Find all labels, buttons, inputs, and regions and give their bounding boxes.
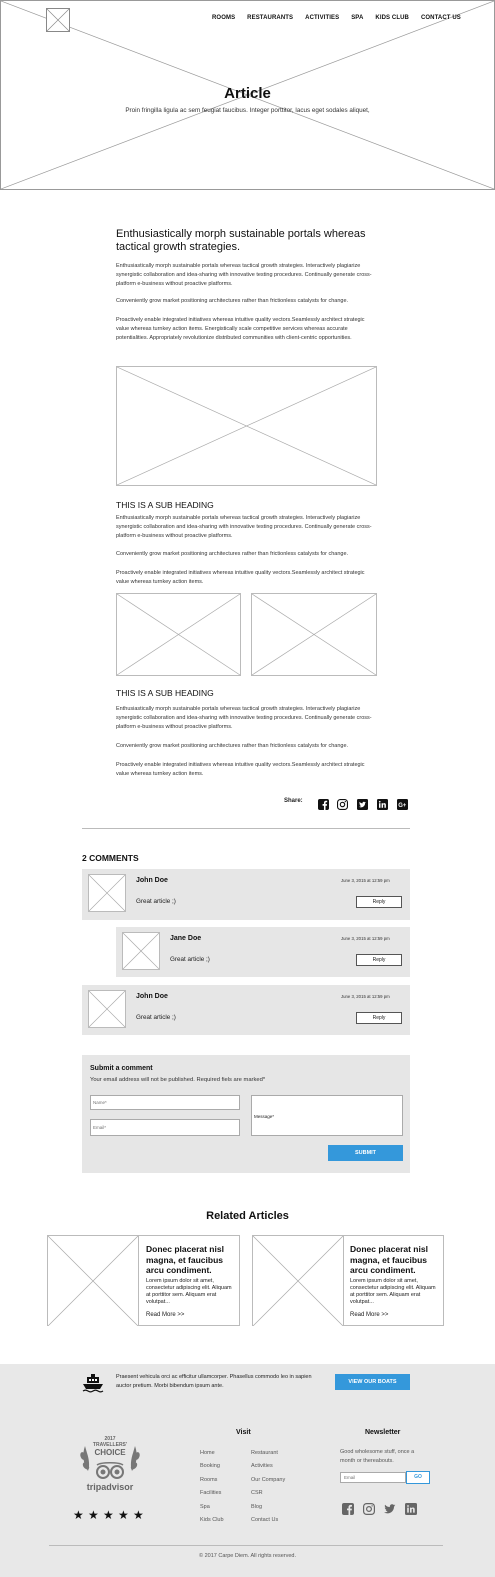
comment-text: Great article ;) bbox=[136, 1014, 176, 1021]
article-paragraph: Conveniently grow market positioning architectures rather than frictionless catalysts for change. bbox=[116, 298, 349, 304]
star-icon: ★ bbox=[133, 1508, 144, 1522]
comment-form bbox=[82, 1055, 410, 1173]
comment-author: Jane Doe bbox=[170, 935, 202, 942]
read-more-link[interactable]: Read More >> bbox=[146, 1312, 185, 1318]
copyright: © 2017 Carpe Diem. All rights reserved. bbox=[199, 1553, 296, 1559]
related-card[interactable] bbox=[252, 1235, 444, 1326]
footer-link-home[interactable]: Home bbox=[200, 1450, 215, 1456]
facebook-icon[interactable] bbox=[342, 1502, 354, 1514]
gallery-image-placeholder bbox=[251, 593, 377, 676]
comment-author: John Doe bbox=[136, 993, 168, 1000]
reply-button[interactable]: Reply bbox=[356, 954, 402, 966]
newsletter-text: Good wholesome stuff, once a month or thereabouts. bbox=[340, 1449, 415, 1464]
card-title: Donec placerat nisl magna, et faucibus arcu condiment. bbox=[146, 1244, 224, 1275]
footer-divider bbox=[49, 1545, 443, 1546]
comment-text: Great article ;) bbox=[170, 956, 210, 963]
footer-link-activities[interactable]: Activities bbox=[251, 1463, 273, 1469]
facebook-icon[interactable] bbox=[318, 797, 329, 808]
avatar bbox=[88, 874, 126, 912]
submit-button[interactable]: SUBMIT bbox=[328, 1145, 403, 1161]
linkedin-icon[interactable] bbox=[377, 797, 388, 808]
article-paragraph: Enthusiastically morph sustainable portals whereas tactical growth strategies. Interactively plagiarize synergistic collaboration and idea-sharing with innovative testing procedures. Continually generate cross-platform e-business without proactive platforms. bbox=[116, 263, 372, 287]
footer-link-restaurant[interactable]: Restaurant bbox=[251, 1450, 278, 1456]
article-paragraph: Enthusiastically morph sustainable portals whereas tactical growth strategies. Interactively plagiarize synergistic collaboration and idea-sharing with innovative testing procedures. Continually generate cross-platform e-business without proactive platforms. bbox=[116, 706, 372, 730]
related-heading: Related Articles bbox=[206, 1210, 289, 1222]
share-label: Share: bbox=[284, 798, 303, 804]
divider bbox=[82, 828, 410, 829]
message-field[interactable]: Message* bbox=[251, 1095, 403, 1136]
gallery-image-placeholder bbox=[116, 593, 241, 676]
sub-heading: THIS IS A SUB HEADING bbox=[116, 688, 214, 698]
rating-stars bbox=[73, 1509, 153, 1523]
comment-card bbox=[116, 927, 410, 977]
nav-activities[interactable]: ACTIVITIES bbox=[305, 15, 340, 21]
avatar bbox=[88, 990, 126, 1028]
footer-link-blog[interactable]: Blog bbox=[251, 1504, 263, 1510]
avatar bbox=[122, 932, 160, 970]
badge-line2: CHOICE bbox=[94, 1448, 126, 1457]
card-title: Donec placerat nisl magna, et faucibus arcu condiment. bbox=[350, 1244, 428, 1275]
card-text: Lorem ipsum dolor sit amet, consectetur adipiscing elit. Aliquam at porttitor sem. Aliquam erat volutpat... bbox=[146, 1278, 232, 1305]
hero-subtitle: Proin fringilla ligula ac sem feugiat faucibus. Integer porttitor, lacus eget sodales aliquet, bbox=[125, 107, 370, 114]
twitter-icon[interactable] bbox=[357, 797, 368, 808]
article-paragraph: Conveniently grow market positioning architectures rather than frictionless catalysts for change. bbox=[116, 551, 349, 557]
footer-link-booking[interactable]: Booking bbox=[200, 1463, 220, 1469]
article-paragraph: Conveniently grow market positioning architectures rather than frictionless catalysts for change. bbox=[116, 743, 349, 749]
instagram-icon[interactable] bbox=[363, 1502, 375, 1514]
article-paragraph: Proactively enable integrated initiatives whereas intuitive quality vectors.Seamlessly architect strategic value whereas turnkey action items. bbox=[116, 762, 365, 777]
svg-text:G+: G+ bbox=[398, 802, 407, 809]
sub-heading: THIS IS A SUB HEADING bbox=[116, 500, 214, 510]
badge-line1: TRAVELLERS' bbox=[92, 1442, 128, 1448]
form-title: Submit a comment bbox=[90, 1065, 153, 1072]
star-icon: ★ bbox=[88, 1508, 99, 1522]
twitter-icon[interactable] bbox=[384, 1502, 396, 1514]
footer-link-spa[interactable]: Spa bbox=[200, 1504, 210, 1510]
form-note: Your email address will not be published. Required fiels are marked* bbox=[90, 1077, 266, 1083]
footer-link-contact-us[interactable]: Contact Us bbox=[251, 1517, 279, 1523]
star-icon: ★ bbox=[103, 1508, 114, 1522]
article-paragraph: Enthusiastically morph sustainable portals whereas tactical growth strategies. Interactively plagiarize synergistic collaboration and idea-sharing with innovative testing procedures. Continually generate cross-platform e-business without proactive platforms. bbox=[116, 515, 372, 539]
article-paragraph: Proactively enable integrated initiatives whereas intuitive quality vectors.Seamlessly architect strategic value whereas turnkey action items. Energistically scale competitive services whereas accurate potentialities. Appropriately revolutionize distributed communities with client-centric opportunities. bbox=[116, 317, 365, 341]
comment-card bbox=[82, 869, 410, 920]
tripadvisor-logo: tripadvisor bbox=[86, 1482, 134, 1492]
comment-date: June 3, 2015 at 12:59 pm bbox=[341, 994, 390, 999]
boat-icon bbox=[82, 1373, 104, 1393]
reply-button[interactable]: Reply bbox=[356, 896, 402, 908]
comment-author: John Doe bbox=[136, 877, 168, 884]
star-icon: ★ bbox=[118, 1508, 129, 1522]
article-heading: Enthusiastically morph sustainable portals whereas tactical growth strategies. bbox=[116, 228, 366, 253]
card-image-placeholder bbox=[253, 1236, 344, 1326]
related-card[interactable] bbox=[47, 1235, 240, 1326]
page-title: Article bbox=[224, 85, 271, 102]
main-nav bbox=[212, 15, 461, 27]
nav-contact-us[interactable]: CONTACT US bbox=[420, 15, 461, 21]
linkedin-icon[interactable] bbox=[405, 1502, 417, 1514]
nav-kids-club[interactable]: KIDS CLUB bbox=[375, 15, 409, 21]
comment-card bbox=[82, 985, 410, 1035]
footer-link-csr[interactable]: CSR bbox=[251, 1490, 263, 1496]
comment-date: June 3, 2015 at 12:59 pm bbox=[341, 878, 390, 883]
reply-button[interactable]: Reply bbox=[356, 1012, 402, 1024]
tripadvisor-badge bbox=[77, 1428, 143, 1498]
footer-link-kids-club[interactable]: Kids Club bbox=[200, 1517, 224, 1523]
article-paragraph: Proactively enable integrated initiatives whereas intuitive quality vectors.Seamlessly architect strategic value whereas turnkey action items. bbox=[116, 570, 365, 585]
footer-link-our-company[interactable]: Our Company bbox=[251, 1477, 286, 1483]
comment-date: June 3, 2015 at 12:59 pm bbox=[341, 936, 390, 941]
newsletter-heading: Newsletter bbox=[365, 1429, 401, 1436]
star-icon: ★ bbox=[73, 1508, 84, 1522]
google-plus-icon[interactable] bbox=[397, 797, 408, 808]
instagram-icon[interactable] bbox=[337, 797, 348, 808]
card-text: Lorem ipsum dolor sit amet, consectetur adipiscing elit. Aliquam at porttitor sem. Aliquam erat volutpat... bbox=[350, 1278, 436, 1305]
banner-text: Praesent vehicula orci ac efficitur ullamcorper. Phasellus commodo leo in sapien auctor pretium. Morbi bibendum ipsum ante. bbox=[116, 1374, 312, 1389]
email-field[interactable] bbox=[90, 1119, 240, 1136]
badge-year: 2017 bbox=[104, 1436, 116, 1442]
visit-heading: Visit bbox=[236, 1429, 251, 1436]
article-image-placeholder bbox=[116, 366, 377, 486]
view-boats-button[interactable]: VIEW OUR BOATS bbox=[335, 1374, 410, 1390]
comments-heading: 2 COMMENTS bbox=[82, 853, 139, 863]
read-more-link[interactable]: Read More >> bbox=[350, 1312, 389, 1318]
nav-spa[interactable]: SPA bbox=[351, 15, 364, 21]
nav-rooms[interactable]: ROOMS bbox=[212, 15, 236, 21]
card-image-placeholder bbox=[48, 1236, 139, 1326]
name-field[interactable] bbox=[90, 1095, 240, 1110]
nav-restaurants[interactable]: RESTAURANTS bbox=[247, 15, 294, 21]
footer-link-facilities[interactable]: Facilities bbox=[200, 1490, 222, 1496]
newsletter-go-button[interactable]: GO bbox=[406, 1471, 430, 1484]
comment-text: Great article ;) bbox=[136, 898, 176, 905]
newsletter-email-input[interactable] bbox=[340, 1472, 406, 1483]
footer-link-rooms[interactable]: Rooms bbox=[200, 1477, 218, 1483]
logo[interactable] bbox=[46, 8, 70, 32]
